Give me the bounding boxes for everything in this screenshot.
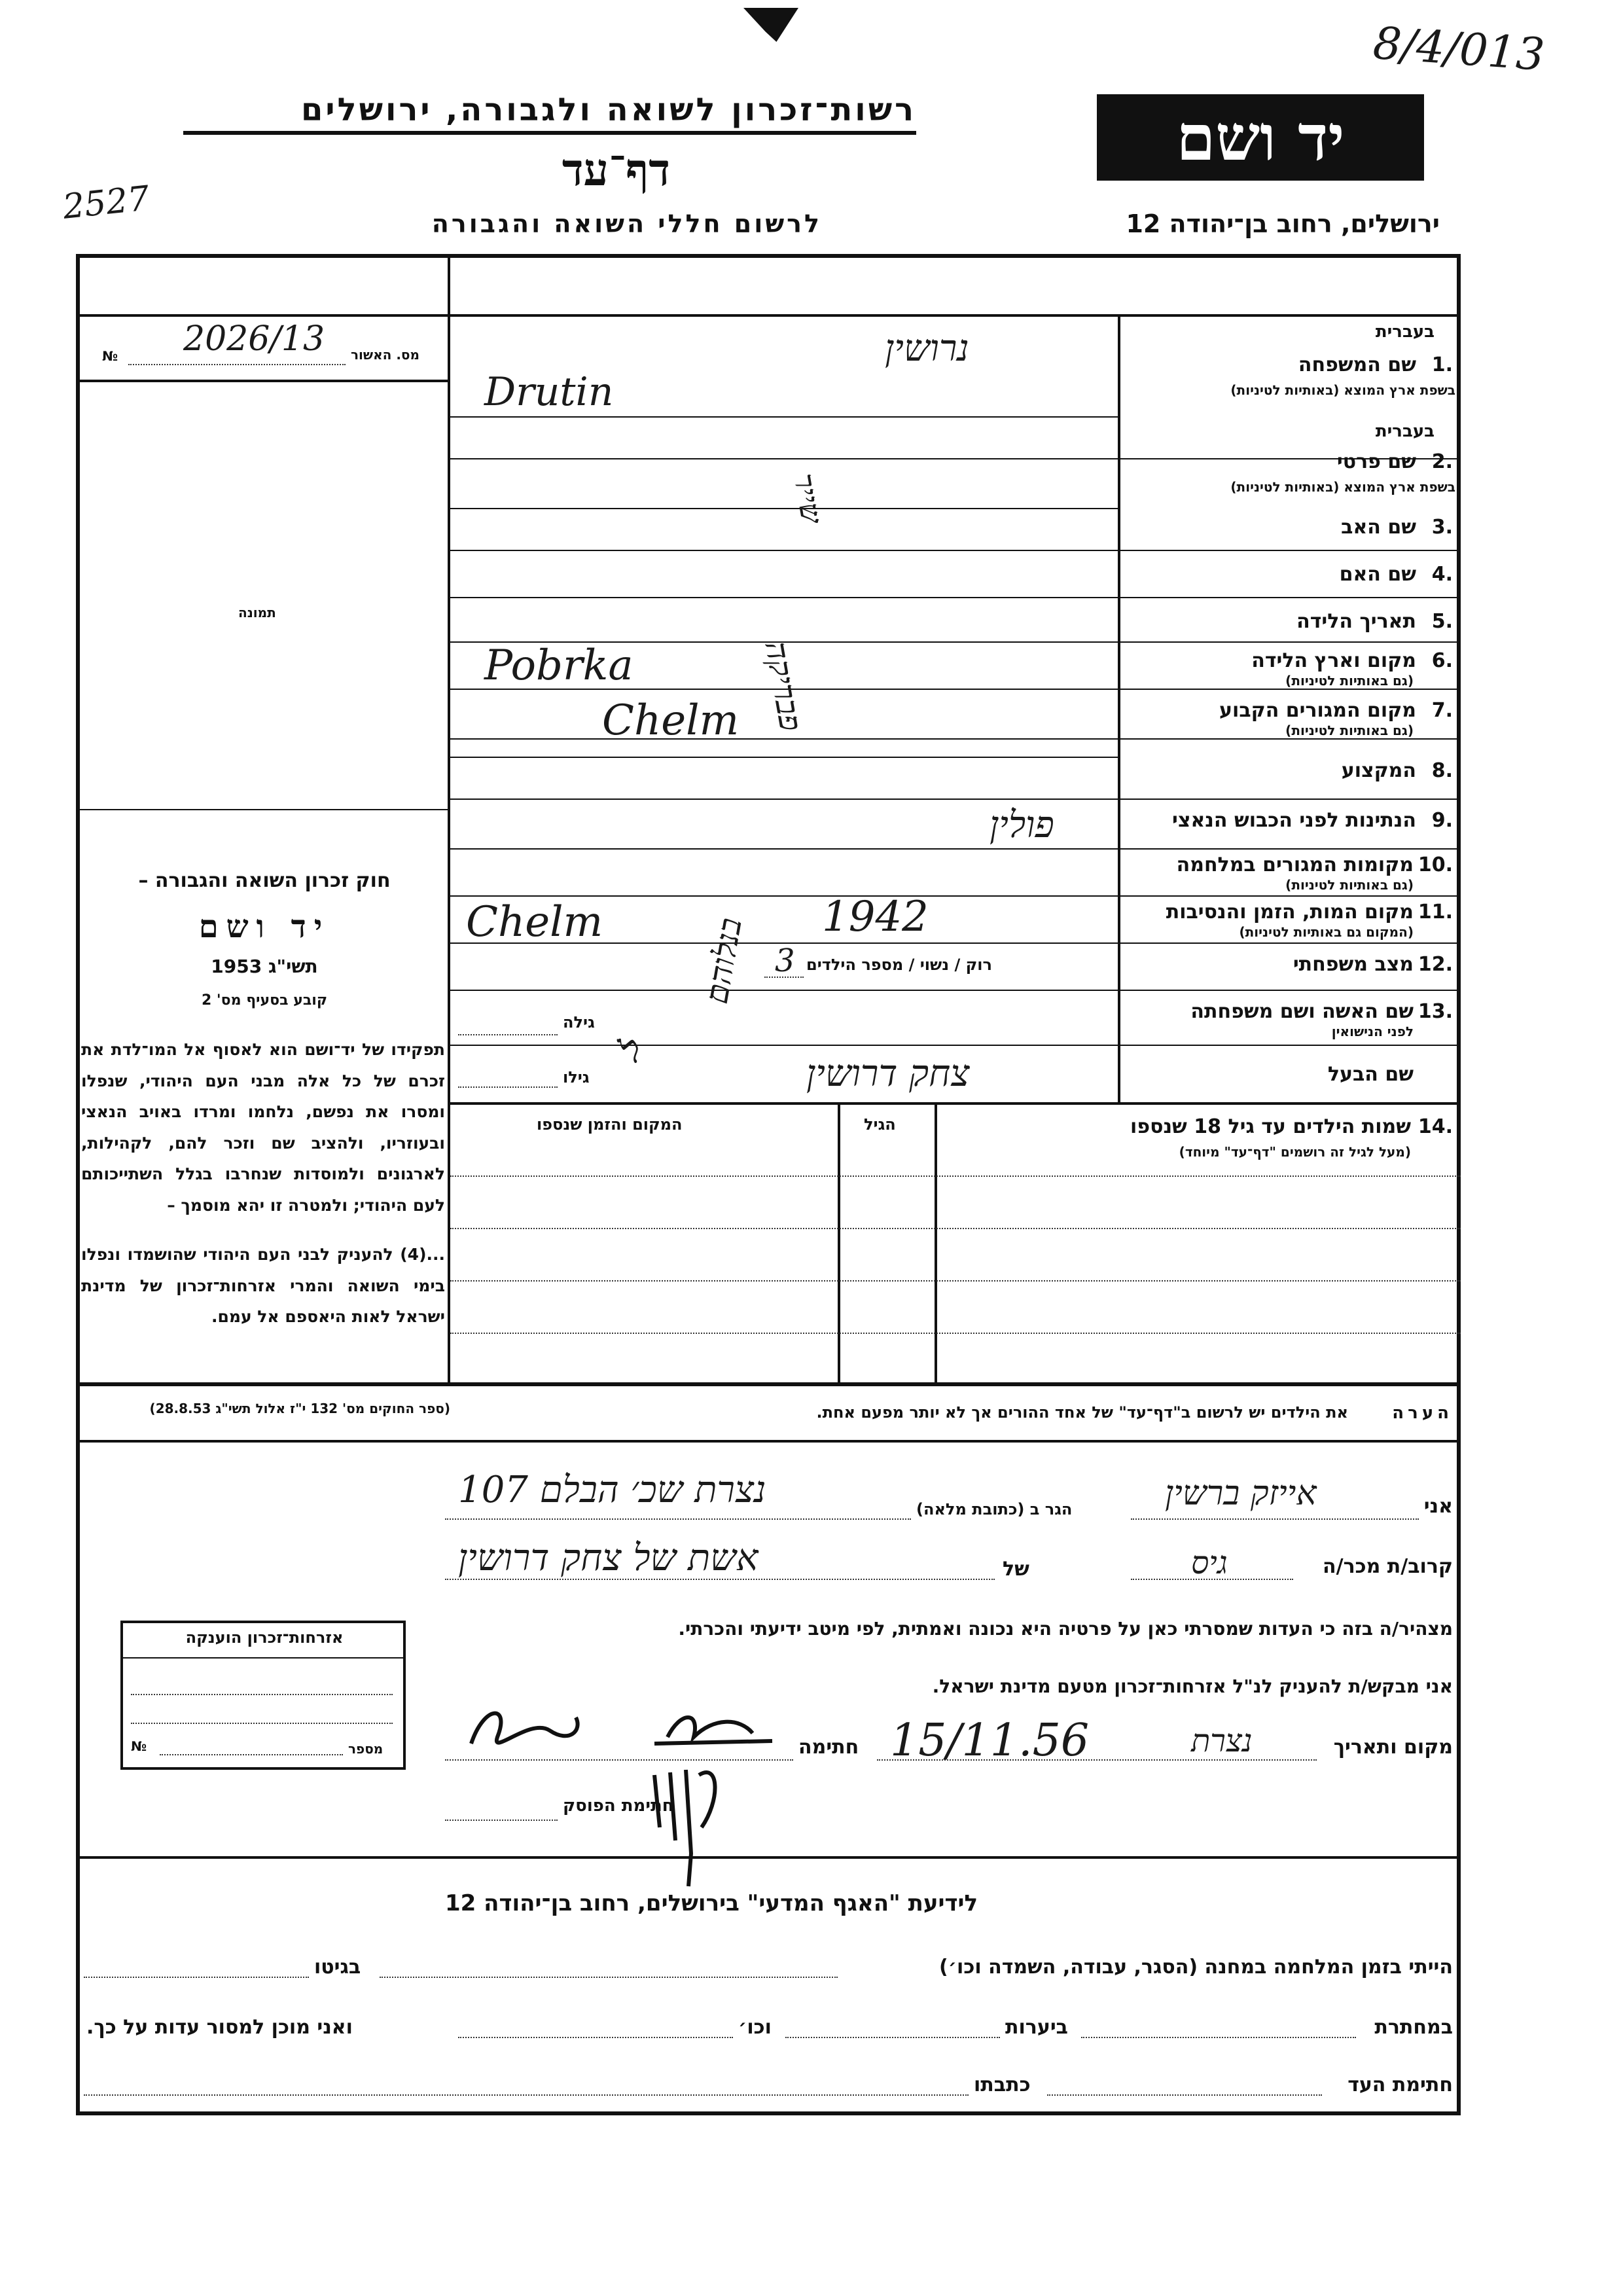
field-10-number: 10. xyxy=(1418,853,1453,876)
info-etc-label: וכו׳ xyxy=(738,2016,772,2039)
family-name-hebrew[interactable]: נרושין xyxy=(885,327,969,370)
witness-signature xyxy=(458,1691,785,1770)
field-9-label: הנתינות לפני הכבוש הנאצי xyxy=(1172,809,1416,832)
address-header: ירושלים, רחוב בן־יהודה 12 xyxy=(1126,209,1440,238)
children-table-divider-1 xyxy=(935,1102,937,1382)
witness-name[interactable]: אייזק ברשין xyxy=(1165,1474,1317,1513)
field-2-label: שם פרטי xyxy=(1336,450,1416,473)
wife-age-label: גילה xyxy=(563,1013,595,1031)
field-11-number: 11. xyxy=(1418,901,1453,924)
approval-value[interactable]: 2026/13 xyxy=(183,319,325,359)
decl-address-label: הגר ב (כתובת מלאה) xyxy=(916,1500,1073,1518)
field-7-sub: (גם באותיות לטיניות) xyxy=(1285,723,1414,738)
field-2-sub: בשפת ארץ המוצא (באותיות לטיניות) xyxy=(1230,479,1455,495)
info-title: לידיעת "האגף המדעי" בירושלים, רחוב בן־יהודה 12 xyxy=(445,1890,978,1916)
decl-request: אני מבקש/ת להעניק לנ"ל אזרחות־זכרון מטעם מדינת ישראל. xyxy=(932,1676,1453,1697)
law-title: חוק זכרון השואה והגבורה – xyxy=(138,869,391,892)
info-underground-label: במחתרת xyxy=(1374,2016,1453,2039)
field-4-number: 4. xyxy=(1431,563,1453,586)
field-13-number: 13. xyxy=(1418,1000,1453,1023)
field-9-number: 9. xyxy=(1431,809,1453,832)
field-5-number: 5. xyxy=(1431,610,1453,633)
info-ready-label: ואני מוכן למסור עדות על כך. xyxy=(86,2016,353,2039)
field-11-sub: (המקום גם באותיות לטיניות) xyxy=(1239,924,1414,940)
birth-place-latin[interactable]: Pobrka xyxy=(484,641,633,690)
field-12-label: מצב משפחתי xyxy=(1293,953,1414,976)
children-label: שמות הילדים עד גיל 18 שנספו xyxy=(1130,1115,1411,1138)
info-address-label: כתבתו xyxy=(974,2073,1031,2096)
family-status-options: רוק / נשוי / מספר הילדים xyxy=(806,956,992,974)
husband-name[interactable]: צחק דרושין xyxy=(806,1052,970,1095)
field-14-number: 14. xyxy=(1418,1115,1453,1138)
photo-label: תמונה xyxy=(238,605,276,620)
decider-signature xyxy=(641,1749,733,1893)
info-witness-signature-label: חתימת העד xyxy=(1347,2073,1453,2096)
field-8-number: 8. xyxy=(1431,759,1453,782)
note-prefix: הערה xyxy=(1392,1403,1453,1423)
field-11-label: מקום המות, הזמן והנסיבות xyxy=(1166,901,1414,924)
decider-label: חתימת הפוסק xyxy=(563,1796,674,1816)
children-sub: (מעל לגיל זה רושמים "דף־עד" מיוחד) xyxy=(1179,1144,1411,1160)
field-13-sub: לפני הנישואין xyxy=(1331,1024,1414,1039)
field-1-label: שם המשפחה xyxy=(1298,353,1416,376)
field-2-number: 2. xyxy=(1431,450,1453,473)
form-subtitle: לרשום חללי השואה והגבורה xyxy=(431,209,822,238)
field-13-label: שם האשה ושם משפחתה xyxy=(1190,1000,1414,1023)
law-name: יד ושם xyxy=(198,908,330,945)
approval-label: מס. האשור xyxy=(351,347,419,363)
field-12-number: 12. xyxy=(1418,953,1453,976)
birth-place-hebrew[interactable]: פבריקה xyxy=(757,638,810,734)
approval-no: № xyxy=(102,348,118,364)
children-count[interactable]: 3 xyxy=(775,942,795,979)
decl-of-label: של xyxy=(1003,1558,1029,1581)
decl-statement: מצהיר/ה בזה כי העדות שמסרתי כאן על פרטיה היא נכונה ואמתית, לפי מיטב ידיעתי והכרתי. xyxy=(678,1618,1453,1640)
decl-relation-label: קרוב/ת מכר/ה xyxy=(1323,1555,1453,1578)
death-place-hebrew[interactable]: בנלוהם xyxy=(698,915,749,1007)
field-3-number: 3. xyxy=(1431,516,1453,539)
punch-mark xyxy=(743,8,798,42)
info-camp-label: הייתי בזמן המלחמה במחנה (הסגר, עבודה, השמדה וכו׳) xyxy=(939,1956,1453,1979)
field-1-sub: בשפת ארץ המוצא (באותיות לטיניות) xyxy=(1230,382,1455,398)
law-source: (ספר החוקים מס' 132 י"ז אלול תשי"ג 28.8.53) xyxy=(149,1401,450,1416)
memorial-box-number-label: מספר xyxy=(348,1741,383,1757)
law-year: תשי"ג 1953 xyxy=(211,956,318,977)
info-ghetto-label: בגיטו xyxy=(314,1956,361,1979)
law-text-1: תפקידו של יד־ושם הוא לאסוף אל המו־לדת את זכרם של כל אלה מבני העם היהודי, שנפלו ומסרו את נפשם, נלחמו ומרדו באויב הנאצי ובעוזריו, ולהציב שם וזכר להם, לקהילות, לארגונים ולמוסדות שנחרבו בגלל השתייכותם לעם היהודי; ולמטרה זו יהא מוסמך – xyxy=(81,1040,445,1215)
field-1-number: 1. xyxy=(1431,353,1453,376)
field-7-number: 7. xyxy=(1431,699,1453,722)
form-title: דף־עד xyxy=(562,144,670,196)
law-text-2: ...(4) להעניק לבני העם היהודי שהושמדו ונפלו בימי השואה והמרי אזרחות־זכרון של מדינת ישראל לאות היאספם אל עמם. xyxy=(81,1245,445,1326)
archive-code-top-left: 2527 xyxy=(61,179,152,227)
field-10-sub: (גם באותיות לטיניות) xyxy=(1285,877,1414,893)
decl-i-label: אני xyxy=(1423,1495,1453,1518)
archive-code-top-right: 8/4/013 xyxy=(1371,17,1546,82)
death-year[interactable]: 1942 xyxy=(822,893,929,941)
field-7-label: מקום המגורים הקבוע xyxy=(1219,699,1416,722)
memorial-box-no: № xyxy=(131,1738,147,1754)
authority-header: רשות־זכרון לשואה ולגבורה, ירושלים xyxy=(300,92,916,128)
field-6-number: 6. xyxy=(1431,649,1453,672)
place-date-label: מקום ותאריך xyxy=(1333,1736,1453,1759)
husband-label: שם הבעל xyxy=(1327,1063,1414,1086)
logo-text: יד ושם xyxy=(1176,100,1345,175)
husband-age-label: גילו xyxy=(563,1068,590,1086)
photo-area-bottom xyxy=(76,809,450,810)
note-text: את הילדים יש לרשום ב"דף־עד" של אחד ההורים אך לא יותר מפעם אחת. xyxy=(816,1403,1348,1422)
field-6-sub: (גם באותיות לטיניות) xyxy=(1285,673,1414,689)
declaration-place[interactable]: נצרת xyxy=(1191,1723,1253,1759)
header-rule xyxy=(183,131,916,135)
field-8-label: המקצוע xyxy=(1341,759,1416,782)
memorial-box-title: אזרחות־זכרון הוענקה xyxy=(185,1628,344,1647)
label-column-divider xyxy=(1118,314,1120,1102)
family-name-latin[interactable]: Drutin xyxy=(484,369,614,415)
residence-latin[interactable]: Chelm xyxy=(602,696,740,745)
law-text-block xyxy=(81,1034,445,1333)
witness-relation[interactable]: גיס xyxy=(1191,1545,1228,1581)
children-table-divider-2 xyxy=(838,1102,840,1382)
field-6-label: מקום וארץ הלידה xyxy=(1251,649,1416,672)
nationality-value[interactable]: פולין xyxy=(990,804,1054,846)
info-forests-label: ביערות xyxy=(1005,2016,1068,2039)
witness-address[interactable]: נצרת שכ׳ הבלם 107 xyxy=(458,1469,766,1511)
law-section: קובע בסעיף מס' 2 xyxy=(201,992,328,1009)
children-age-col: הגיל xyxy=(864,1115,896,1134)
declaration-date[interactable]: 15/11.56 xyxy=(890,1715,1090,1767)
death-place-latin[interactable]: Chelm xyxy=(466,898,603,946)
husband-mark: ל xyxy=(611,1028,652,1072)
field-2-hebrew-label: בעברית xyxy=(1375,422,1435,441)
children-place-col: המקום והזמן שנספו xyxy=(537,1115,683,1134)
first-name-hebrew[interactable]: שייר xyxy=(787,471,829,526)
field-10-label: מקומות המגורים במלחמה xyxy=(1176,853,1414,876)
yad-vashem-logo xyxy=(1097,94,1424,181)
victim-reference[interactable]: אשת של צחק דרושין xyxy=(458,1537,758,1579)
field-5-label: תאריך הלידה xyxy=(1296,610,1416,633)
field-3-label: שם האב xyxy=(1341,516,1416,539)
field-1-hebrew-label: בעברית xyxy=(1375,322,1435,342)
field-4-label: שם האם xyxy=(1339,563,1416,586)
signature-label: חתימה xyxy=(798,1736,859,1759)
